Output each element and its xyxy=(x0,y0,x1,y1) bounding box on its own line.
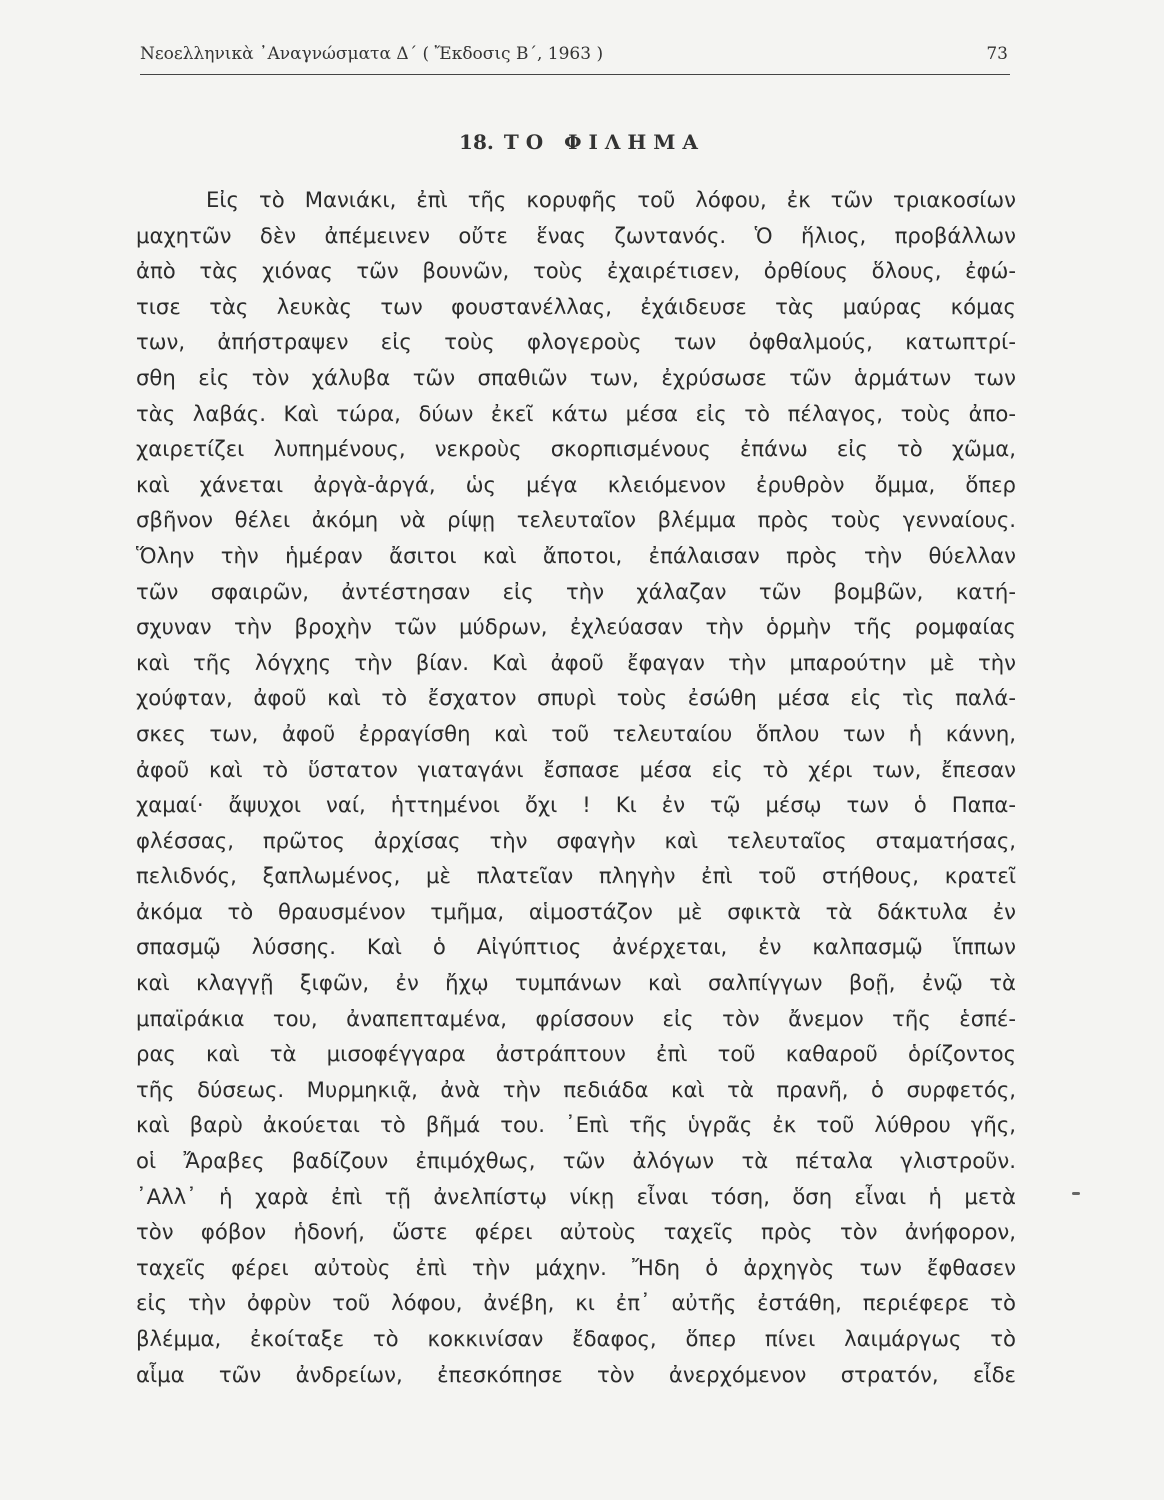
text-line: τισε τὰς λευκὰς των φουστανέλλας, ἐχάιδευσε τὰς μαύρας κόμας xyxy=(136,293,1016,319)
text-line: σβῆνον θέλει ἀκόμη νὰ ρίψῃ τελευταῖον βλέμμα πρὸς τοὺς γενναίους. xyxy=(136,507,1016,533)
text-line: βλέμμα, ἐκοίταξε τὸ κοκκινίσαν ἔδαφος, ὅπερ πίνει λαιμάργως τὸ xyxy=(136,1326,1016,1351)
chapter-title xyxy=(0,130,1164,154)
text-line: Ὅλην τὴν ἡμέραν ἄσιτοι καὶ ἄποτοι, ἐπάλαισαν πρὸς τὴν θύελλαν xyxy=(136,542,1016,568)
page-number: 73 xyxy=(986,44,1008,64)
chapter-title-text: ΤΟ ΦΙΛΗΜΑ xyxy=(503,130,705,154)
text-line: φλέσσας, πρῶτος ἀρχίσας τὴν σφαγὴν καὶ τελευταῖος σταματήσας, xyxy=(136,827,1016,853)
text-line: τὰς λαβάς. Καὶ τώρα, δύων ἐκεῖ κάτω μέσα εἰς τὸ πέλαγος, τοὺς ἀπο- xyxy=(136,400,1016,426)
body-text xyxy=(136,182,1016,1392)
text-line: καὶ τῆς λόγχης τὴν βίαν. Καὶ ἀφοῦ ἔφαγαν τὴν μπαρούτην μὲ τὴν xyxy=(136,649,1016,675)
running-title: Νεοελληνικὰ ᾿Αναγνώσματα Δ΄ ( Ἔκδοσις Β΄, 1963 ) xyxy=(140,44,604,64)
text-line: μαχητῶν δὲν ἀπέμεινεν οὔτε ἕνας ζωντανός. Ὁ ἥλιος, προβάλλων xyxy=(136,222,1016,248)
text-line: ἀπὸ τὰς χιόνας τῶν βουνῶν, τοὺς ἐχαιρέτισεν, ὀρθίους ὅλους, ἐφώ- xyxy=(136,258,1016,284)
text-line: καὶ κλαγγῇ ξιφῶν, ἐν ἤχῳ τυμπάνων καὶ σαλπίγγων βοῇ, ἐνῷ τὰ xyxy=(136,970,1016,996)
text-line: των, ἀπήστραψεν εἰς τοὺς φλογεροὺς των ὀφθαλμούς, κατωπτρί- xyxy=(136,329,1016,355)
print-speck xyxy=(1072,1192,1080,1195)
text-line: μπαϊράκια του, ἀναπεπταμένα, φρίσσουν εἰς τὸν ἄνεμον τῆς ἑσπέ- xyxy=(136,1005,1016,1031)
text-line: ᾿Αλλ᾿ ἡ χαρὰ ἐπὶ τῇ ἀνελπίστῳ νίκῃ εἶναι τόση, ὅση εἶναι ἡ μετὰ xyxy=(136,1183,1016,1209)
text-line: σθη εἰς τὸν χάλυβα τῶν σπαθιῶν των, ἐχρύσωσε τῶν ἁρμάτων των xyxy=(136,364,1016,390)
text-line: ταχεῖς φέρει αὐτοὺς ἐπὶ τὴν μάχην. Ἤδη ὁ ἀρχηγὸς των ἔφθασεν xyxy=(136,1254,1016,1280)
text-line: τῶν σφαιρῶν, ἀντέστησαν εἰς τὴν χάλαζαν τῶν βομβῶν, κατή- xyxy=(136,578,1016,604)
text-line: τῆς δύσεως. Μυρμηκιᾷ, ἀνὰ τὴν πεδιάδα καὶ τὰ πρανῆ, ὁ συρφετός, xyxy=(136,1076,1016,1102)
text-line: χαμαί· ἄψυχοι ναί, ἡττημένοι ὄχι ! Κι ἐν τῷ μέσῳ των ὁ Παπα- xyxy=(136,792,1016,818)
text-line: αἷμα τῶν ἀνδρείων, ἐπεσκόπησε τὸν ἀνερχόμενον στρατόν, εἶδε xyxy=(136,1361,1016,1387)
text-line: σπασμῷ λύσσης. Καὶ ὁ Αἰγύπτιος ἀνέρχεται, ἐν καλπασμῷ ἵππων xyxy=(136,934,1016,960)
text-line: εἰς τὴν ὀφρὺν τοῦ λόφου, ἀνέβη, κι ἐπ᾿ αὐτῆς ἐστάθη, περιέφερε τὸ xyxy=(136,1290,1016,1316)
text-line: σκες των, ἀφοῦ ἐρραγίσθη καὶ τοῦ τελευταίου ὅπλου των ἡ κάννη, xyxy=(136,720,1016,746)
text-line: χαιρετίζει λυπημένους, νεκροὺς σκορπισμένους ἐπάνω εἰς τὸ χῶμα, xyxy=(136,436,1016,462)
text-line: ρας καὶ τὰ μισοφέγγαρα ἀστράπτουν ἐπὶ τοῦ καθαροῦ ὁρίζοντος xyxy=(136,1041,1016,1067)
running-header xyxy=(140,44,1008,64)
text-line: καὶ χάνεται ἀργὰ-ἀργά, ὡς μέγα κλειόμενον ἐρυθρὸν ὄμμα, ὅπερ xyxy=(136,471,1016,497)
header-rule xyxy=(140,74,1010,75)
text-line: ἀκόμα τὸ θραυσμένον τμῆμα, αἱμοστάζον μὲ σφικτὰ τὰ δάκτυλα ἐν xyxy=(136,898,1016,924)
chapter-number: 18. xyxy=(459,130,494,154)
text-line: σχυναν τὴν βροχὴν τῶν μύδρων, ἐχλεύασαν τὴν ὁρμὴν τῆς ρομφαίας xyxy=(136,614,1016,640)
text-line: ἀφοῦ καὶ τὸ ὕστατον γιαταγάνι ἔσπασε μέσα εἰς τὸ χέρι των, ἔπεσαν xyxy=(136,756,1016,782)
text-line: τὸν φόβον ἡδονή, ὥστε φέρει αὐτοὺς ταχεῖς πρὸς τὸν ἀνήφορον, xyxy=(136,1219,1016,1245)
text-line: καὶ βαρὺ ἀκούεται τὸ βῆμά του. ᾿Επὶ τῆς ὑγρᾶς ἐκ τοῦ λύθρου γῆς, xyxy=(136,1112,1016,1138)
text-line: οἱ Ἄραβες βαδίζουν ἐπιμόχθως, τῶν ἀλόγων τὰ πέταλα γλιστροῦν. xyxy=(136,1148,1016,1174)
text-line: Εἰς τὸ Μανιάκι, ἐπὶ τῆς κορυφῆς τοῦ λόφου, ἐκ τῶν τριακοσίων xyxy=(206,187,1016,212)
text-line: χούφταν, ἀφοῦ καὶ τὸ ἔσχατον σπυρὶ τοὺς ἐσώθη μέσα εἰς τὶς παλά- xyxy=(136,685,1016,711)
text-line: πελιδνός, ξαπλωμένος, μὲ πλατεῖαν πληγὴν ἐπὶ τοῦ στήθους, κρατεῖ xyxy=(136,863,1016,889)
